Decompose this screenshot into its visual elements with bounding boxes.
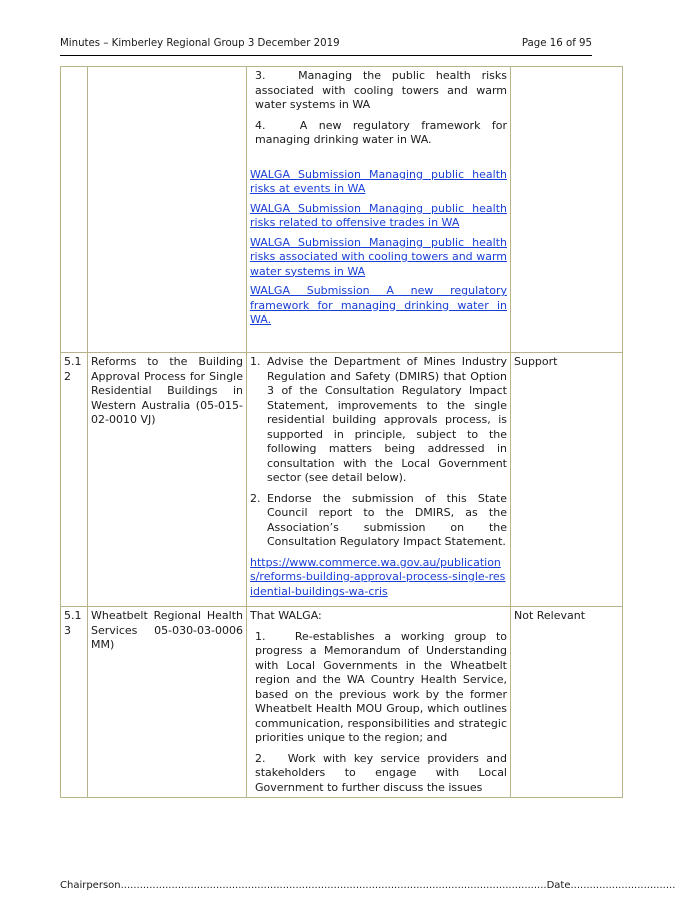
commerce-reforms-link[interactable]: https://www.commerce.wa.gov.au/publications/reforms-building-approval-process-single-residential-buildings-wa-cris [250, 555, 506, 598]
recommendation-cell [247, 607, 511, 798]
page-header [60, 38, 592, 56]
position-value: Not Relevant [511, 607, 623, 798]
signature-line [60, 880, 675, 891]
recommendation-cell [247, 353, 511, 607]
date-label: Date [546, 880, 571, 891]
walga-submission-offensive-trades-link[interactable]: WALGA Submission Managing public health risks related to offensive trades in WA [250, 201, 507, 229]
recommendation-intro: That WALGA: [250, 609, 322, 622]
walga-submission-cooling-towers-link[interactable]: WALGA Submission Managing public health risks associated with cooling towers and warm water systems in WA [250, 235, 507, 278]
walga-submission-events-link[interactable]: WALGA Submission Managing public health risks at events in WA [250, 167, 507, 195]
table-row [61, 607, 623, 798]
list-item: 1. Re-establishes a working group to progress a Memorandum of Understanding with Local Governments in the Wheatbelt region and the WA Country Health Service, based on the previous work by the former Wheatbelt Health MOU Group, which outlines communication, responsibilities and strategic priorities unique to the region; and [255, 629, 507, 744]
chairperson-signature-dots: ...................................................................................................................................... [120, 880, 547, 891]
list-item: 4. A new regulatory framework for managing drinking water in WA. [255, 118, 508, 146]
page-number: Page 16 of 95 [521, 38, 592, 49]
item-subject: Wheatbelt Regional Health Services 05-030-03-0006 MM) [88, 607, 247, 798]
date-dots: ................................. [570, 880, 675, 891]
minutes-table [60, 66, 623, 798]
chairperson-label: Chairperson [60, 880, 121, 891]
recommendation-cell [247, 67, 511, 353]
list-item: 1. Advise the Department of Mines Industry Regulation and Safety (DMIRS) that Option 3 of the Consultation Regulatory Impact Statement, improvements to the single residential building approvals process, is supported in principle, subject to the following matters being addressed in consultation with the Local Government sector (see detail below). [250, 355, 507, 484]
position-cell [511, 67, 623, 353]
list-item: 2. Work with key service providers and stakeholders to engage with Local Government to further discuss the issues [255, 751, 507, 794]
subject-cell [88, 67, 247, 353]
item-number: 5.13 [61, 607, 88, 798]
table-row [61, 67, 623, 353]
list-item: 2. Endorse the submission of this State Council report to the DMIRS, as the Association’s submission on the Consultation Regulatory Impact Statement. [250, 491, 507, 548]
table-row [61, 353, 623, 607]
item-number: 5.12 [61, 353, 88, 607]
item-subject: Reforms to the Building Approval Process for Single Residential Buildings in Western Australia (05-015-02-0010 VJ) [88, 353, 247, 607]
position-value: Support [511, 353, 623, 607]
item-number-cell [61, 67, 88, 353]
document-title: Minutes – Kimberley Regional Group 3 December 2019 [60, 38, 340, 49]
list-item: 3. Managing the public health risks associated with cooling towers and warm water systems in WA [255, 69, 507, 111]
walga-submission-drinking-water-link[interactable]: WALGA Submission A new regulatory framework for managing drinking water in WA. [250, 284, 507, 326]
